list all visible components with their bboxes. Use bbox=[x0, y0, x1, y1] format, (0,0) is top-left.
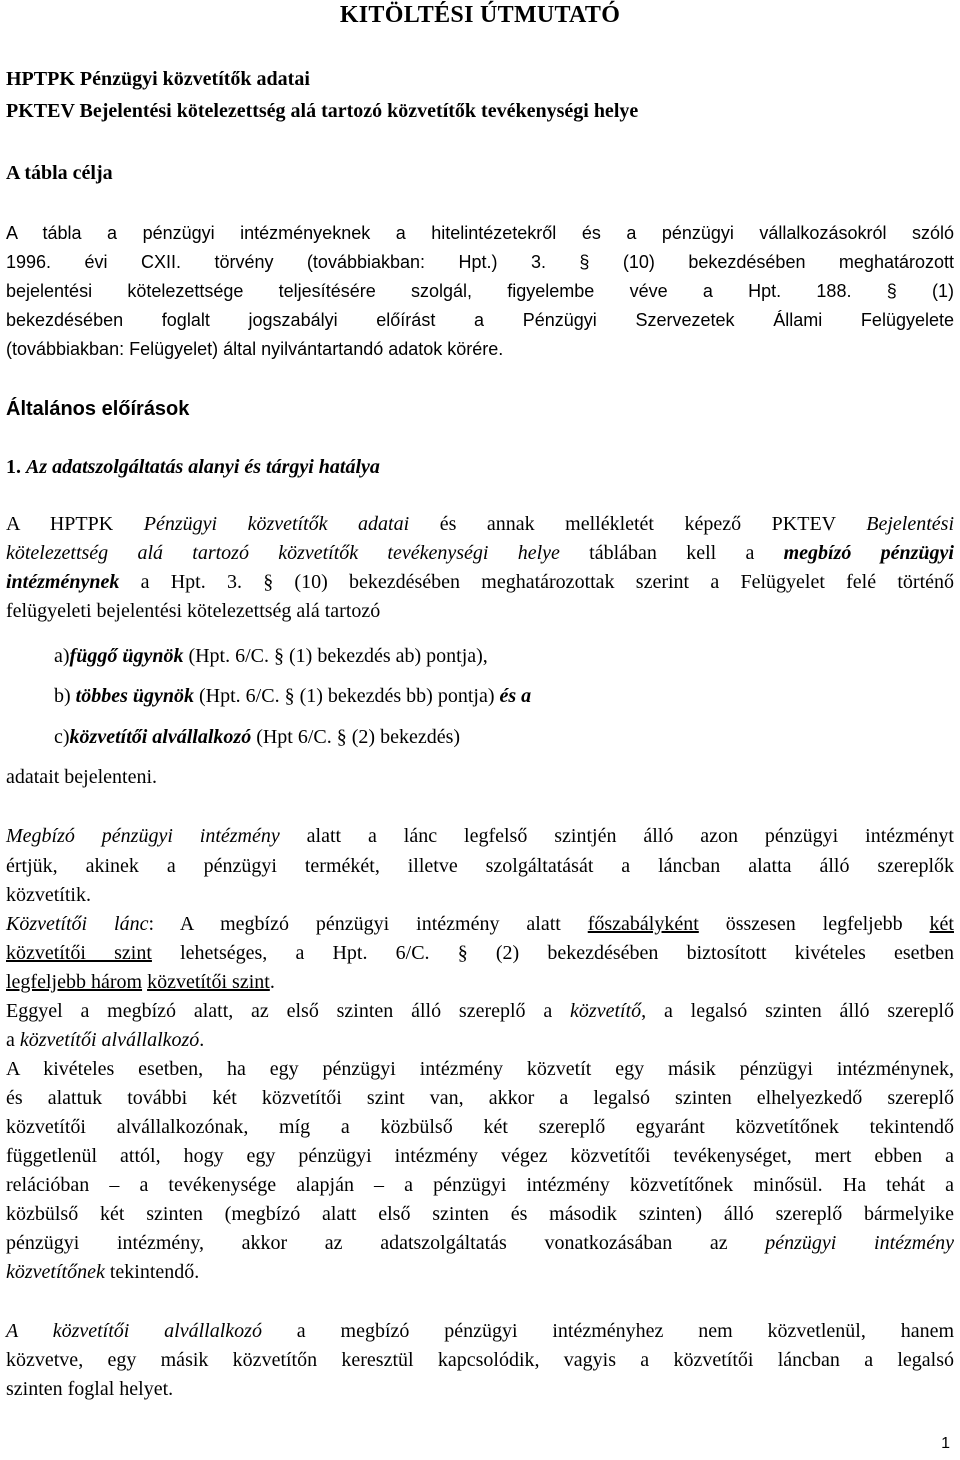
list-item-term: többes ügynök bbox=[75, 685, 195, 707]
list-item-c: c)közvetítői alvállalkozó (Hpt 6/C. § (2) bekezdés) bbox=[54, 726, 461, 748]
p2-line-1: Megbízó pénzügyi intézmény alatt a lánc legfelső szintjén álló azon pénzügyi intézményt bbox=[6, 825, 954, 847]
list-item-label: c) bbox=[54, 726, 70, 748]
p3-line-1: A közvetítői alvállalkozó a megbízó pénzügyi intézményhez nem közvetlenül, hanem bbox=[6, 1320, 955, 1342]
p2-line-3: közvetítik. bbox=[6, 884, 91, 906]
section-1-number: 1. bbox=[6, 456, 21, 478]
p3-line-3: szinten foglal helyet. bbox=[6, 1378, 174, 1400]
p2-line-5: közvetítői szint lehetséges, a Hpt. 6/C. § (2) bekezdésében biztosított kivételes esetben bbox=[6, 942, 954, 964]
p3-line-2: közvetve, egy másik közvetítőn keresztül kapcsolódik, vagyis a közvetítői láncban a legalsó bbox=[6, 1349, 954, 1371]
p2-line-9: A kivételes esetben, ha egy pénzügyi intézmény közvetít egy másik pénzügyi intézménynek, bbox=[6, 1058, 954, 1080]
heading-pktev: PKTEV Bejelentési kötelezettség alá tartozó közvetítők tevékenységi helye bbox=[6, 100, 639, 122]
p2-line-8: a közvetítői alvállalkozó. bbox=[6, 1029, 205, 1051]
p2-line-11: közvetítői alvállalkozónak, míg a közbülső két szereplő egyaránt közvetítőnek tekintendő bbox=[6, 1116, 954, 1138]
purpose-line-2: 1996. évi CXII. törvény (továbbiakban: Hpt.) 3. § (10) bekezdésében meghatározott bbox=[6, 252, 954, 272]
p2-line-14: közbülső két szinten (megbízó alatt első szinten és második szinten) álló szereplő bármelyike bbox=[6, 1203, 954, 1225]
p2-line-16: közvetítőnek tekintendő. bbox=[6, 1261, 200, 1283]
p1-line-3: intézménynek a Hpt. 3. § (10) bekezdésében meghatározottak szerint a Felügyelet felé történő bbox=[6, 571, 954, 593]
list-tail: adatait bejelenteni. bbox=[6, 766, 158, 788]
list-item-b: b) többes ügynök (Hpt. 6/C. § (1) bekezdés bb) pontja) és a bbox=[54, 685, 532, 707]
p2-line-4: Közvetítői lánc: A megbízó pénzügyi intézmény alatt főszabályként összesen legfeljebb két bbox=[6, 913, 954, 935]
list-item-term: közvetítői alvállalkozó bbox=[69, 726, 252, 748]
general-heading: Általános előírások bbox=[6, 398, 190, 420]
p2-line-6: legfeljebb három közvetítői szint. bbox=[6, 971, 275, 993]
list-item-label: a) bbox=[54, 645, 70, 667]
p2-line-12: függetlenül attól, hogy egy pénzügyi intézmény végez közvetítői tevékenységet, mert ebben a bbox=[6, 1145, 954, 1167]
p2-line-13: relációban – a tevékenysége alapján – a pénzügyi intézmény közvetítőnek minősül. Ha tehát a bbox=[6, 1174, 954, 1196]
heading-hptpk: HPTPK Pénzügyi közvetítők adatai bbox=[6, 68, 310, 90]
purpose-line-3: bejelentési kötelezettsége teljesítésére szolgál, figyelembe véve a Hpt. 188. § (1) bbox=[6, 281, 954, 301]
purpose-heading: A tábla célja bbox=[6, 162, 113, 184]
p1-line-1: A HPTPK Pénzügyi közvetítők adatai és annak mellékletét képező PKTEV Bejelentési bbox=[6, 513, 954, 535]
list-item-term: függő ügynök bbox=[69, 645, 184, 667]
document-title: KITÖLTÉSI ÚTMUTATÓ bbox=[339, 2, 621, 28]
p2-line-7: Eggyel a megbízó alatt, az első szinten álló szereplő a közvetítő, a legalsó szinten álló szereplő bbox=[6, 1000, 954, 1022]
p1-line-2: kötelezettség alá tartozó közvetítők tevékenységi helye táblában kell a megbízó pénzügyi bbox=[6, 542, 954, 564]
section-1-heading bbox=[6, 452, 954, 482]
p1-line-4: felügyeleti bejelentési kötelezettség alá tartozó bbox=[6, 600, 381, 622]
p2-line-2: értjük, akinek a pénzügyi termékét, illetve szolgáltatását a láncban alatta álló szereplők bbox=[6, 855, 954, 877]
purpose-line-1: A tábla a pénzügyi intézményeknek a hitelintézetekről és a pénzügyi vállalkozásokról szóló bbox=[6, 223, 954, 243]
list-item-a: a)függő ügynök (Hpt. 6/C. § (1) bekezdés ab) pontja), bbox=[54, 645, 488, 667]
p2-line-15: pénzügyi intézmény, akkor az adatszolgáltatás vonatkozásában az pénzügyi intézmény bbox=[6, 1232, 954, 1254]
list-item-label: b) bbox=[54, 685, 71, 707]
purpose-line-4: bekezdésében foglalt jogszabályi előírást a Pénzügyi Szervezetek Állami Felügyelete bbox=[6, 310, 954, 330]
p2-line-10: és alattuk további két közvetítői szint van, akkor a legalsó szinten elhelyezkedő szereplő bbox=[6, 1087, 954, 1109]
section-1-title: Az adatszolgáltatás alanyi és tárgyi hatálya bbox=[26, 456, 380, 478]
purpose-line-5: (továbbiakban: Felügyelet) által nyilvántartandó adatok körére. bbox=[6, 339, 504, 359]
page-number: 1 bbox=[941, 1435, 950, 1452]
